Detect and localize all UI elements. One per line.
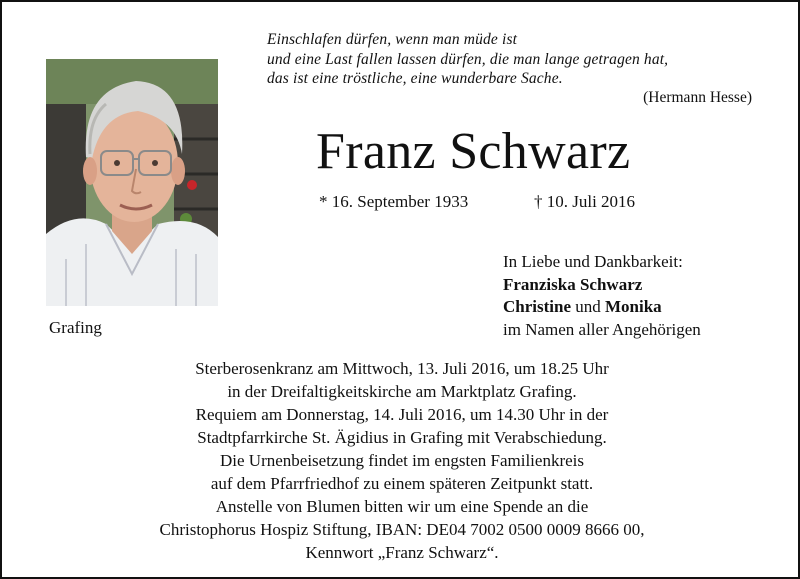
details-line: Die Urnenbeisetzung findet im engsten Familienkreis: [220, 451, 584, 470]
details-line: Sterberosenkranz am Mittwoch, 13. Juli 2016, um 18.25 Uhr: [195, 359, 609, 378]
epigraph-quote: [267, 30, 762, 89]
mourners-closing: im Namen aller Angehörigen: [503, 319, 701, 339]
deceased-name: Franz Schwarz: [316, 123, 631, 180]
mourner-name: Monika: [605, 297, 662, 316]
death-date: † 10. Juli 2016: [534, 192, 636, 211]
conjunction-text: und: [575, 297, 601, 316]
quote-line: Einschlafen dürfen, wenn man müde ist: [267, 31, 518, 48]
birth-date: * 16. September 1933: [319, 192, 469, 211]
details-line: auf dem Pfarrfriedhof zu einem späteren Zeitpunkt statt.: [210, 474, 594, 493]
place-of-residence: Grafing: [49, 318, 102, 337]
details-line: Kennwort „Franz Schwarz“.: [305, 543, 499, 562]
details-line: Anstelle von Blumen bitten wir um eine Spende an die: [215, 497, 589, 516]
quote-line: das ist eine tröstliche, eine wunderbare Sache.: [267, 70, 563, 87]
mourners-intro: In Liebe und Dankbarkeit:: [503, 252, 683, 271]
quote-author: (Hermann Hesse): [643, 89, 752, 106]
details-line: Requiem am Donnerstag, 14. Juli 2016, um 14.30 Uhr in der: [195, 405, 609, 424]
mourner-name: Franziska Schwarz: [503, 274, 643, 294]
funeral-details: [2, 357, 800, 564]
portrait-photo: [46, 59, 218, 306]
details-line: in der Dreifaltigkeitskirche am Marktplatz Grafing.: [227, 382, 577, 401]
mourners-block: [503, 251, 701, 341]
quote-line: und eine Last fallen lassen dürfen, die man lange getragen hat,: [267, 50, 669, 68]
details-line: Christophorus Hospiz Stiftung, IBAN: DE04 7002 0500 0009 8666 00,: [159, 520, 645, 539]
details-line: Stadtpfarrkirche St. Ägidius in Grafing mit Verabschiedung.: [197, 428, 607, 447]
mourner-name: Christine: [503, 297, 571, 316]
